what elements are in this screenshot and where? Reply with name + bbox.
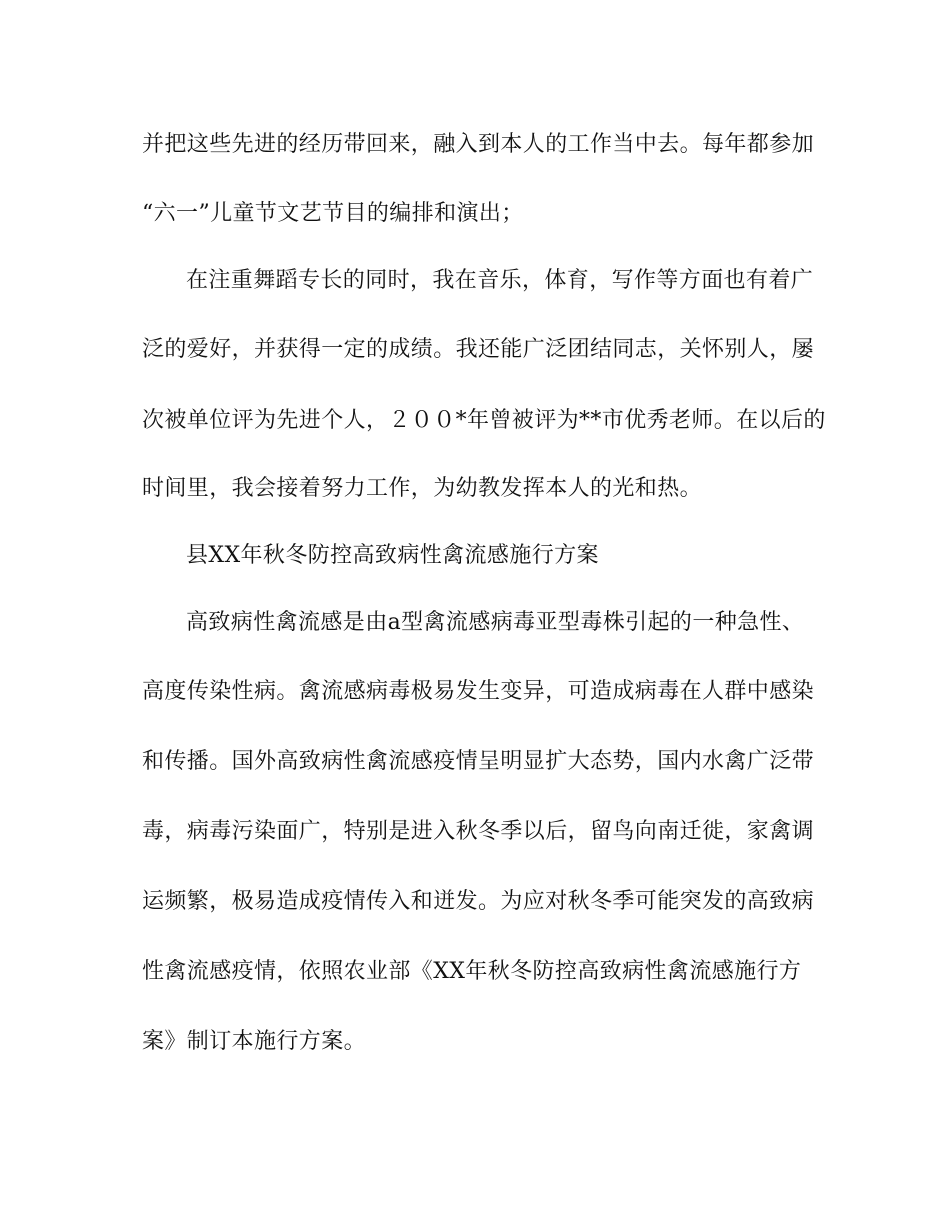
paragraph-line: 案》制订本施行方案。	[142, 1029, 367, 1054]
paragraph-line: 时间里，我会接着努力工作，为幼教发挥本人的光和热。	[142, 476, 703, 501]
paragraph-line: 并把这些先进的经历带回来，融入到本人的工作当中去。每年都参加	[142, 132, 815, 157]
paragraph-line: 性禽流感疫情，依照农业部《XX年秋冬防控高致病性禽流感施行方	[142, 959, 802, 984]
paragraph-line: 高致病性禽流感是由a型禽流感病毒亚型毒株引起的一种急性、	[186, 610, 805, 635]
paragraph-line: 毒，病毒污染面广，特别是进入秋冬季以后，留鸟向南迁徙，家禽调	[142, 819, 815, 844]
paragraph-line: 在注重舞蹈专长的同时，我在音乐，体育，写作等方面也有着广	[186, 268, 814, 293]
paragraph-line: 高度传染性病。禽流感病毒极易发生变异，可造成病毒在人群中感染	[142, 679, 815, 704]
section-title: 县XX年秋冬防控高致病性禽流感施行方案	[186, 543, 599, 568]
paragraph-line: 运频繁，极易造成疫情传入和迸发。为应对秋冬季可能突发的高致病	[142, 889, 815, 914]
paragraph-line: “六一”儿童节文艺节目的编排和演出；	[142, 201, 524, 226]
paragraph-line: 泛的爱好，并获得一定的成绩。我还能广泛团结同志，关怀别人，屡	[142, 337, 815, 362]
paragraph-line: 次被单位评为先进个人，２００*年曾被评为**市优秀老师。在以后的	[142, 408, 826, 433]
paragraph-line: 和传播。国外高致病性禽流感疫情呈明显扩大态势，国内水禽广泛带	[142, 749, 815, 774]
